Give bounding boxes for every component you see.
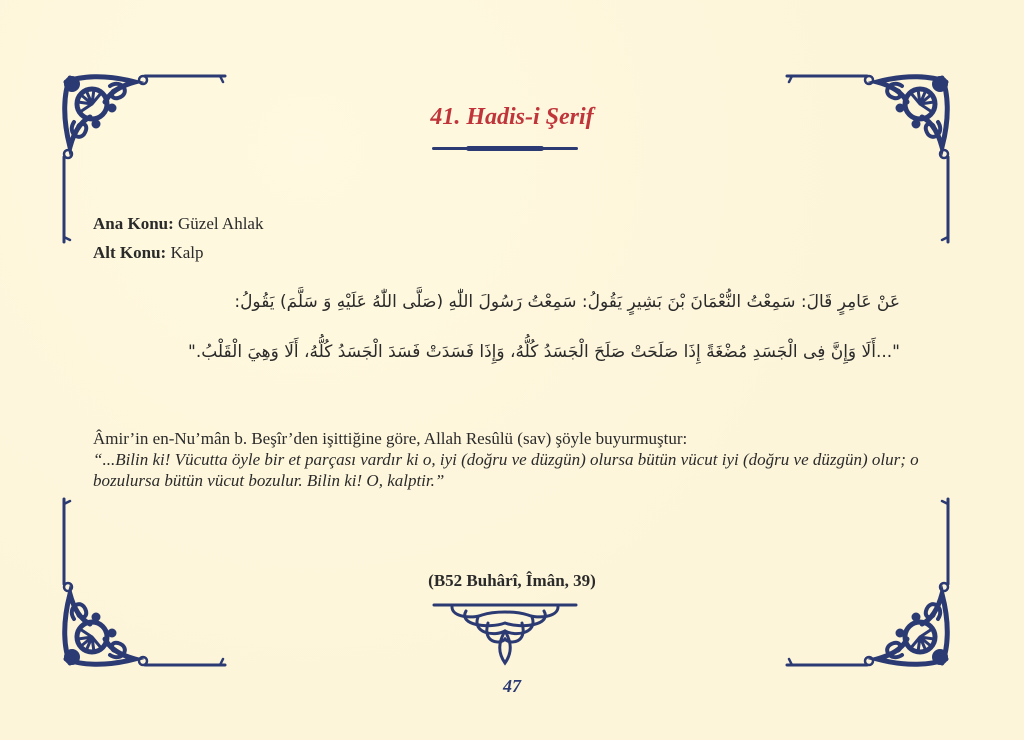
translation-intro: Âmir’in en-Nu’mân b. Beşîr’den işittiğine göre, Allah Resûlü (sav) şöyle buyurmuştur: (93, 429, 688, 448)
turkish-translation (93, 428, 933, 491)
main-topic-value: Güzel Ahlak (173, 214, 264, 233)
sub-topic (93, 243, 204, 263)
main-topic-label: Ana Konu: (93, 214, 174, 233)
hadith-title: 41. Hadis-i Şerif (430, 104, 594, 130)
sub-topic-label: Alt Konu: (93, 243, 167, 262)
arabic-text-line-2: "...أَلَا وَإِنَّ فِى الْجَسَدِ مُضْغَةً إِذَا صَلَحَتْ صَلَحَ الْجَسَدُ كُلُّهُ، وَإِذَا فَسَدَتْ فَسَدَ الْجَسَدُ كُلُّهُ، أَلَا وَهِيَ الْقَلْبُ." (188, 342, 900, 362)
title-underline-divider (432, 147, 578, 150)
arabic-text-line-1: عَنْ عَامِرٍ قَالَ: سَمِعْتُ النُّعْمَانَ بْنَ بَشِيرٍ يَقُولُ: سَمِعْتُ رَسُولَ اللّٰهِ (صَلَّى اللّٰهُ عَلَيْهِ وَ سَلَّمَ) يَقُولُ: (234, 292, 900, 312)
page-number: 47 (503, 676, 521, 696)
hadith-source-reference: (B52 Buhârî, Îmân, 39) (428, 571, 596, 590)
translation-quote: “...Bilin ki! Vücutta öyle bir et parçası vardır ki o, iyi (doğru ve düzgün) olursa bütün vücut iyi (doğru ve düzgün) olur; o bozulursa bütün vücut bozulur. Bilin ki! O, kalptir.” (93, 450, 919, 490)
knot-ornament-icon (432, 603, 578, 667)
corner-ornament-top-right-icon (782, 72, 952, 247)
main-topic (93, 214, 263, 234)
sub-topic-value: Kalp (166, 243, 204, 262)
